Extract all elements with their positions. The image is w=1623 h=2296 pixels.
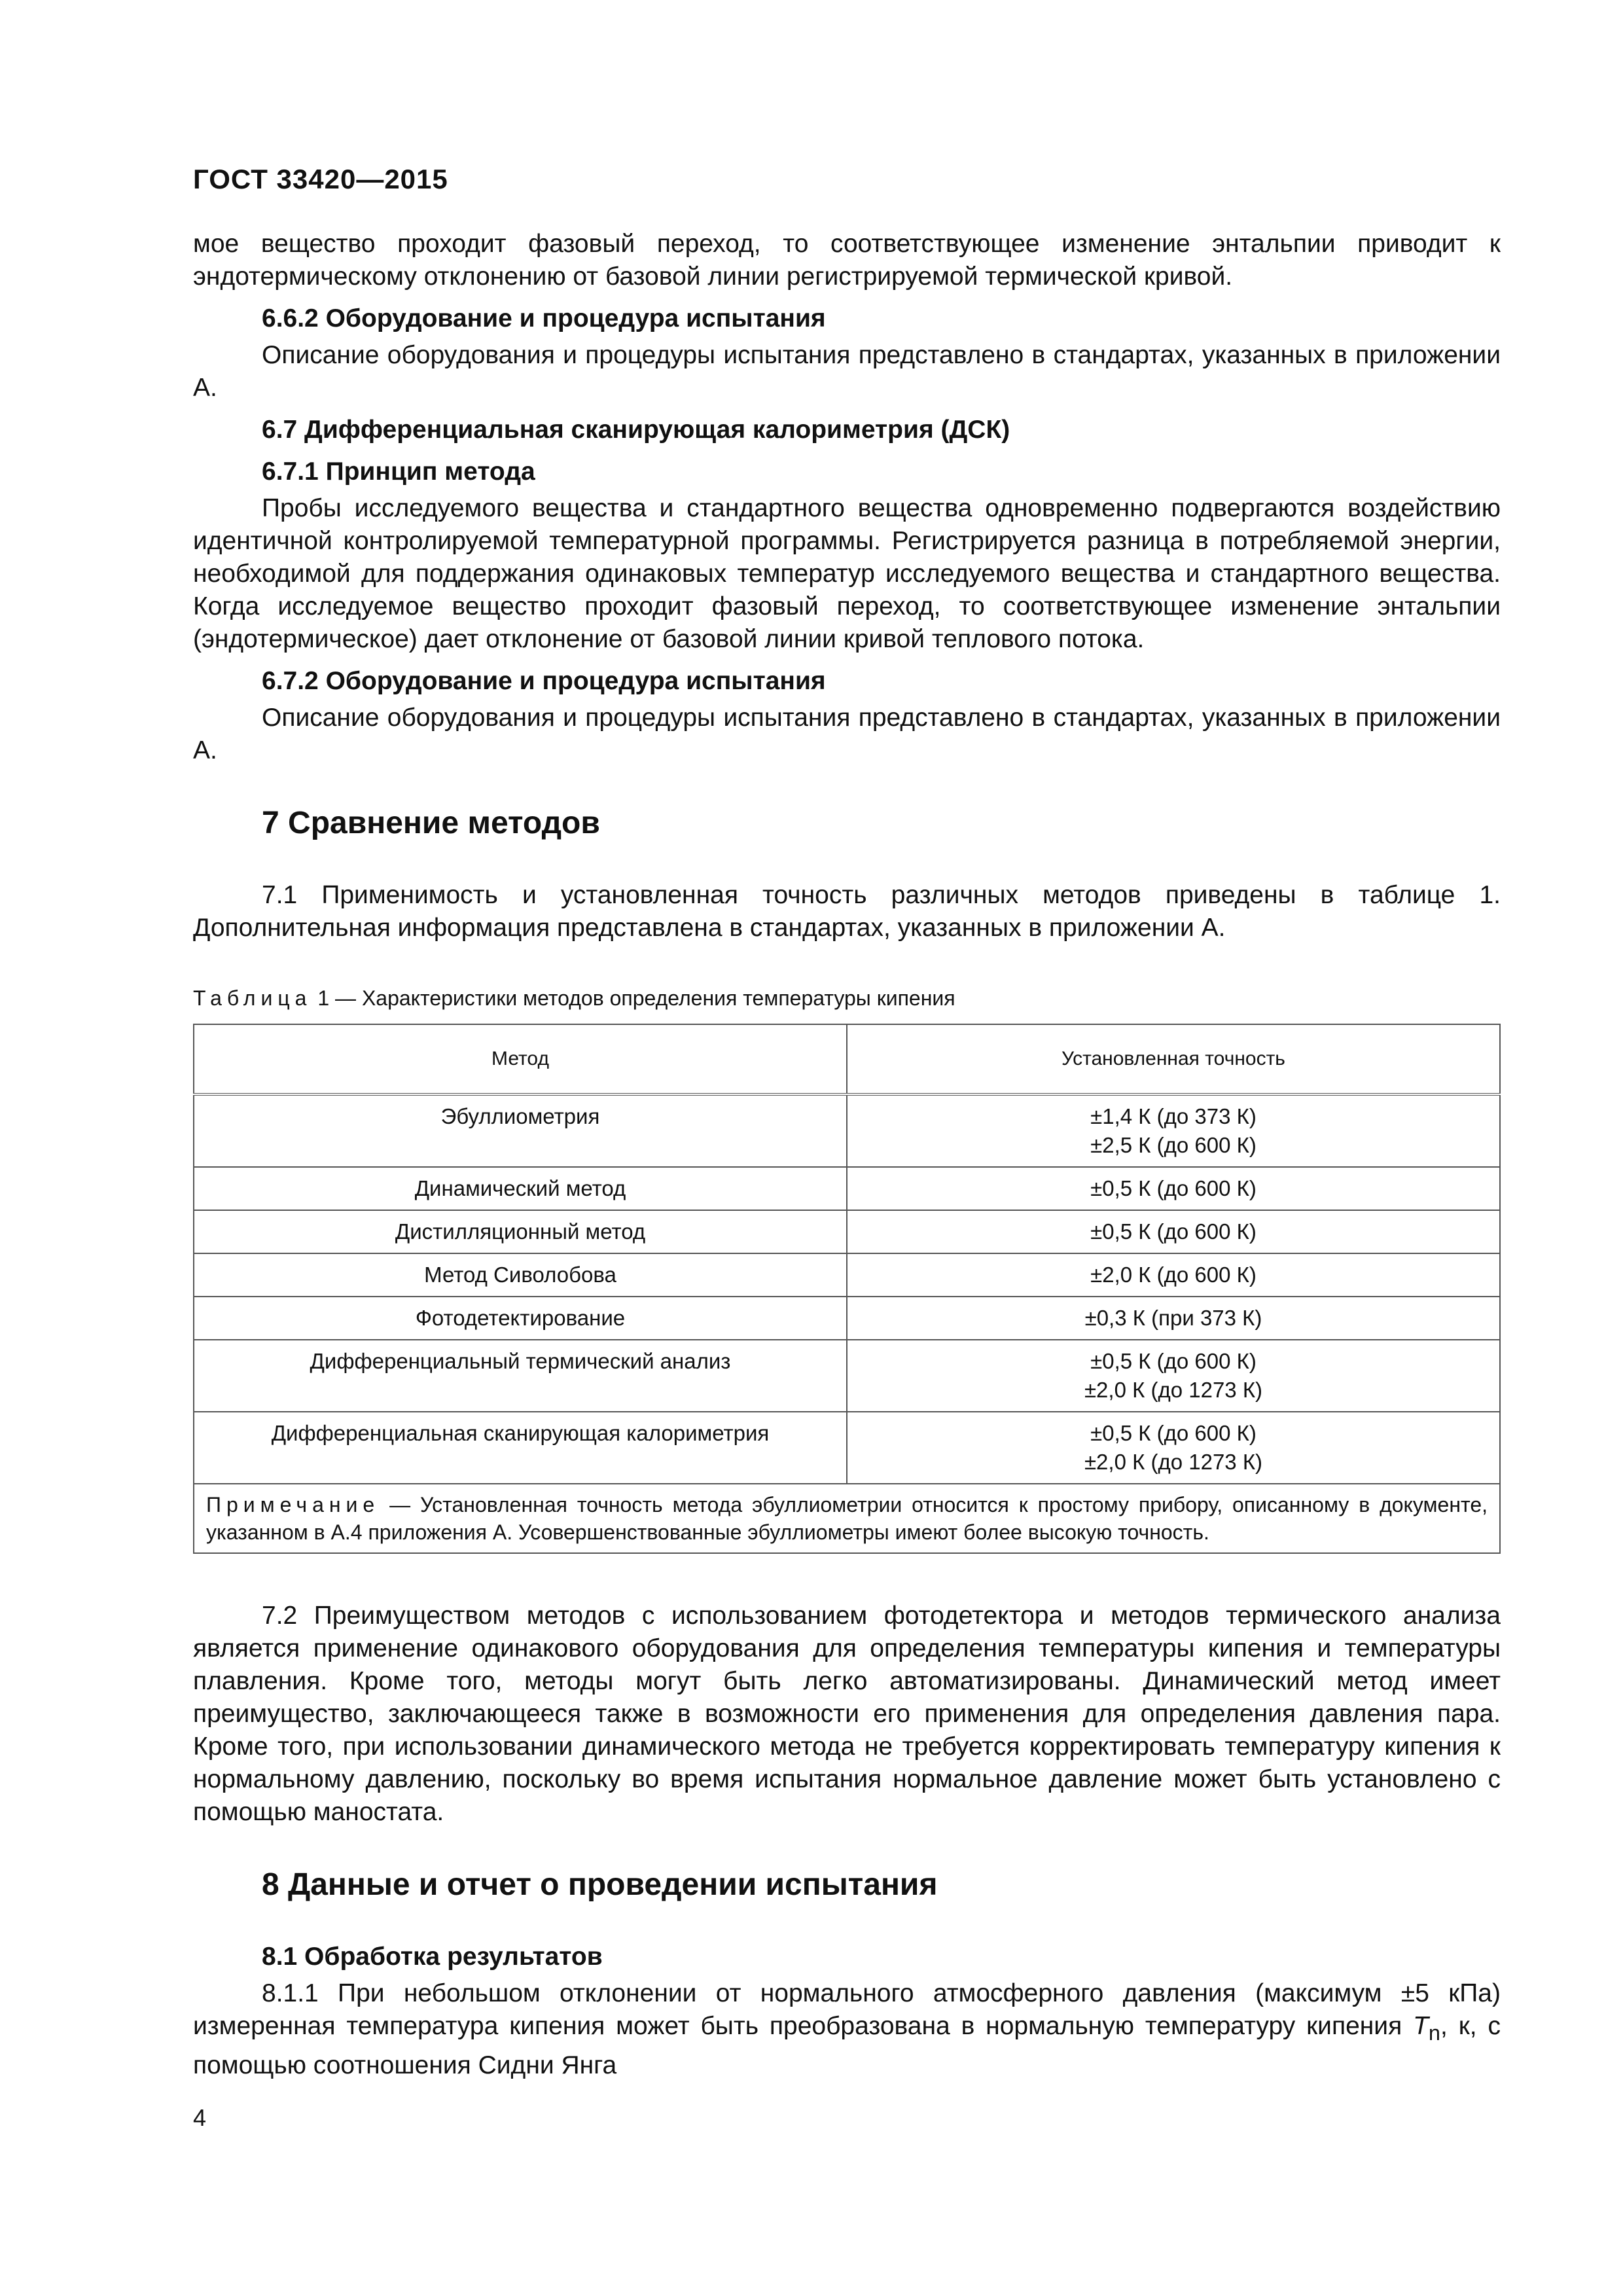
table-note [194, 1484, 1500, 1553]
subsection-heading-6-7: 6.7 Дифференциальная сканирующая калориметрия (ДСК) [262, 416, 1010, 444]
accuracy-value: ±2,0 К (до 600 К) [1090, 1263, 1257, 1287]
paragraph-6-7-2: Описание оборудования и процедуры испытания представлено в стандартах, указанных в приложении А. [193, 704, 1501, 764]
methods-table [193, 1024, 1501, 1554]
table-cell-method: Метод Сиволобова [194, 1253, 847, 1297]
table-row [194, 1340, 1500, 1412]
table-cell-accuracy [847, 1094, 1500, 1167]
table-cell-method: Дифференциальная сканирующая калориметрия [194, 1412, 847, 1484]
accuracy-value: ±0,5 К (до 600 К) [1090, 1176, 1257, 1200]
paragraph-8-1-1 [193, 1977, 1501, 2082]
subsection-heading-8-1: 8.1 Обработка результатов [262, 1943, 603, 1971]
column-header-accuracy: Установленная точность [847, 1024, 1500, 1094]
paragraph-7-2: 7.2 Преимуществом методов с использованием фотодетектора и методов термического анализа является применение одинакового оборудования для определения температуры кипения и температуры плавления. Кроме того, методы могут быть легко автоматизированы. Динамический метод имеет преимущество, заключающееся также в возможности его применения для определения давления пара. Кроме того, при использовании динамического метода не требуется корректировать температуру кипения к нормальному давлению, поскольку во время испытания нормальное давление может быть установлено с помощью маностата. [193, 1602, 1501, 1826]
table-note-row [194, 1484, 1500, 1553]
accuracy-value: ±2,0 К (до 1273 К) [1084, 1378, 1263, 1402]
table-cell-accuracy [847, 1167, 1500, 1210]
table-cell-method: Фотодетектирование [194, 1297, 847, 1340]
column-header-method: Метод [194, 1024, 847, 1094]
accuracy-value: ±2,5 К (до 600 К) [1090, 1133, 1257, 1157]
formula-subscript-n: n [1428, 2020, 1440, 2045]
subsection-heading-6-7-1: 6.7.1 Принцип метода [262, 457, 535, 486]
subsection-heading-6-7-2: 6.7.2 Оборудование и процедура испытания [262, 667, 826, 695]
table-caption-text: 1 — Характеристики методов определения температуры кипения [312, 986, 955, 1010]
section-heading-7: 7 Сравнение методов [262, 806, 600, 840]
table-body [194, 1094, 1500, 1484]
table-cell-accuracy [847, 1412, 1500, 1484]
table-cell-accuracy [847, 1210, 1500, 1253]
formula-variable-t: T [1413, 2012, 1429, 2040]
table-row [194, 1094, 1500, 1167]
table-caption-word: Таблица [193, 986, 312, 1010]
accuracy-value: ±0,5 К (до 600 К) [1090, 1349, 1257, 1373]
table-cell-accuracy [847, 1297, 1500, 1340]
table-note-word: Примечание [206, 1493, 380, 1516]
accuracy-value: ±1,4 К (до 373 К) [1090, 1104, 1257, 1128]
accuracy-value: ±0,5 К (до 600 К) [1090, 1219, 1257, 1244]
spacer [193, 1554, 1501, 1600]
table-row [194, 1210, 1500, 1253]
table-row [194, 1412, 1500, 1484]
table-cell-accuracy [847, 1340, 1500, 1412]
table-row [194, 1253, 1500, 1297]
paragraph-8-1-1-text-a: 8.1.1 При небольшом отклонении от нормального атмосферного давления (максимум ±5 кПа) измеренная температура кипения может быть преобразована в нормальную температуру кипения [193, 1979, 1501, 2040]
table-cell-method: Дистилляционный метод [194, 1210, 847, 1253]
table-cell-method: Дифференциальный термический анализ [194, 1340, 847, 1412]
accuracy-value: ±2,0 К (до 1273 К) [1084, 1450, 1263, 1474]
table-cell-method: Эбуллиометрия [194, 1094, 847, 1167]
table-note-text: — Установленная точность метода эбуллиометрии относится к простому прибору, описанному в документе, указанном в А.4 приложения А. Усовершенствованные эбуллиометры имеют более высокую точность. [206, 1493, 1488, 1544]
accuracy-value: ±0,3 К (при 373 К) [1084, 1306, 1262, 1330]
document-header: ГОСТ 33420—2015 [193, 164, 448, 194]
paragraph-7-1: 7.1 Применимость и установленная точность различных методов приведены в таблице 1. Дополнительная информация представлена в стандартах, указанных в приложении А. [193, 881, 1501, 942]
subsection-heading-6-6-2: 6.6.2 Оборудование и процедура испытания [262, 304, 826, 332]
table-header-row [194, 1024, 1500, 1094]
section-heading-8: 8 Данные и отчет о проведении испытания [262, 1867, 938, 1902]
paragraph-8-1-1-text-b: , к, с помощью соотношения Сидни Янга [193, 2012, 1501, 2079]
page-number: 4 [193, 2104, 207, 2131]
table-row [194, 1297, 1500, 1340]
table-cell-method: Динамический метод [194, 1167, 847, 1210]
paragraph-6-6-2: Описание оборудования и процедуры испытания представлено в стандартах, указанных в приложении А. [193, 341, 1501, 402]
table-cell-accuracy [847, 1253, 1500, 1297]
table-caption [193, 986, 1501, 1011]
table-row [194, 1167, 1500, 1210]
paragraph-continued: мое вещество проходит фазовый переход, то соответствующее изменение энтальпии приводит к эндотермическому отклонению от базовой линии регистрируемой термической кривой. [193, 230, 1501, 291]
accuracy-value: ±0,5 К (до 600 К) [1090, 1421, 1257, 1445]
paragraph-6-7-1: Пробы исследуемого вещества и стандартного вещества одновременно подвергаются воздействию идентичной контролируемой температурной программы. Регистрируется разница в потребляемой энергии, необходимой для поддержания одинаковых температур исследуемого вещества и стандартного вещества. Когда исследуемое вещество проходит фазовый переход, то соответствующее изменение энтальпии (эндотермическое) дает отклонение от базовой линии кривой теплового потока. [193, 494, 1501, 653]
